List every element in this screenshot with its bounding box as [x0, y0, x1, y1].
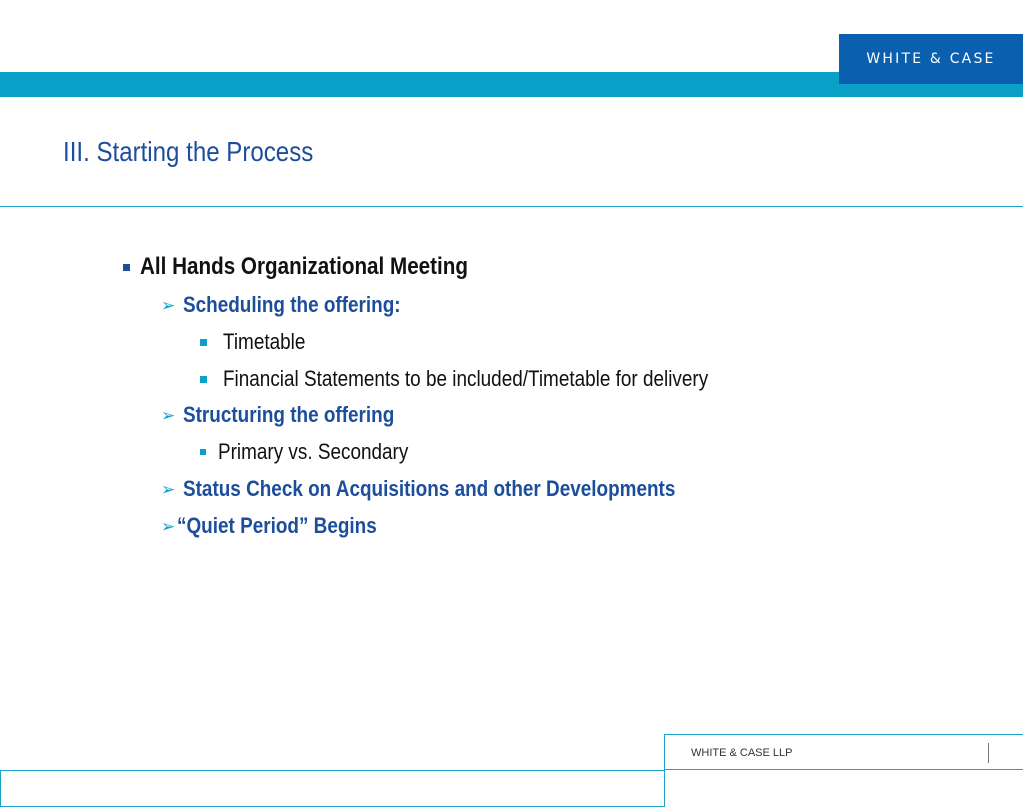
footer-divider-tick — [988, 743, 989, 763]
bullet-level2 — [161, 402, 429, 428]
bullet-level3 — [200, 439, 439, 465]
logo-text: WHITE & CASE — [866, 51, 996, 67]
slide-title: III. Starting the Process — [63, 136, 314, 167]
footer-firm-name: WHITE & CASE LLP — [691, 747, 793, 759]
bullet-level3 — [200, 366, 787, 392]
square-bullet-icon — [200, 376, 207, 383]
footer-strip — [0, 770, 665, 807]
arrow-bullet-icon: ➢ — [161, 479, 176, 499]
arrow-bullet-icon: ➢ — [161, 516, 176, 536]
bullet-level2 — [161, 513, 410, 539]
bullet-text: Timetable — [223, 329, 306, 354]
firm-logo — [839, 34, 1023, 84]
square-bullet-icon — [200, 339, 207, 346]
title-divider — [0, 206, 1023, 207]
bullet-text: Financial Statements to be included/Timetable for delivery — [223, 366, 709, 391]
square-bullet-icon — [123, 264, 130, 271]
footer-firm-box — [664, 734, 1023, 770]
bullet-text: Scheduling the offering: — [183, 292, 401, 317]
bullet-level3 — [200, 329, 319, 355]
bullet-text: “Quiet Period” Begins — [177, 513, 377, 538]
bullet-text: Structuring the offering — [183, 402, 395, 427]
arrow-bullet-icon: ➢ — [161, 405, 176, 425]
bullet-level2 — [161, 476, 756, 502]
bullet-level2 — [161, 292, 436, 318]
bullet-text: All Hands Organizational Meeting — [140, 253, 468, 280]
bullet-level1 — [123, 253, 521, 281]
bullet-text: Primary vs. Secondary — [218, 439, 409, 464]
bullet-text: Status Check on Acquisitions and other Developments — [183, 476, 676, 501]
square-bullet-icon — [200, 449, 206, 455]
arrow-bullet-icon: ➢ — [161, 295, 176, 315]
